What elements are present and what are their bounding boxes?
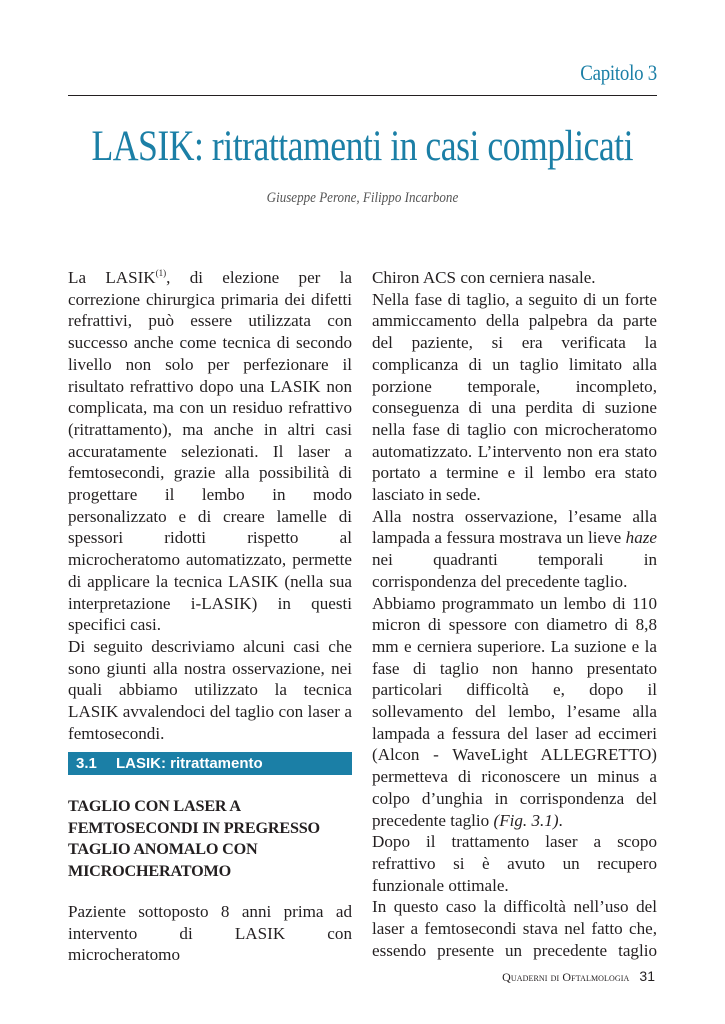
paragraph-programmed-flap	[372, 593, 657, 832]
case-subheading	[68, 796, 358, 883]
observation-text-start: Alla nostra osservazione, l’esame alla lampada a fessura mostrava un lieve	[372, 506, 657, 548]
paragraph-chiron: Chiron ACS con cerniera nasale.	[372, 268, 596, 287]
journal-name: Quaderni di Oftalmologia	[502, 970, 630, 984]
flap-text: Abbiamo programmato un lembo di 110 micron di spessore con diametro di 8,8 mm e cerniera superiore. La suzione e la fase di taglio non hanno presentato particolari difficoltà e, dopo il sollevamento del lembo, l’esame alla lampada a fessura del laser ad eccimeri (Alcon - WaveLight ALLEGRETTO) permetteva di riconoscere un minus a colpo d’unghia in corrispondenza del precedente taglio	[372, 593, 657, 830]
page-title	[0, 122, 725, 171]
authors-text: Giuseppe Perone, Filippo Incarbone	[266, 190, 459, 206]
page-number: 31	[639, 968, 655, 984]
authors	[0, 190, 725, 207]
subheading-line-1: TAGLIO CON LASER A	[68, 797, 241, 815]
flap-text-end: .	[558, 810, 563, 830]
subheading-line-2: FEMTOSECONDI IN PREGRESSO	[68, 818, 320, 837]
page-footer	[502, 968, 655, 985]
paragraph-difficulty: In questo caso la difficoltà nell’uso del laser a femtosecondi stava nel fatto che, essendo presente un precedente taglio	[372, 897, 657, 960]
intro-text-rest: , di elezione per la correzione chirurgica primaria dei difetti refrattivi, può essere utilizzata con successo anche come tecnica di secondo livello non solo per perfezionare il risultato refrattivo dopo una LASIK non complicata, ma con un residuo refrattivo (ritrattamento), ma anche in altri casi accuratamente selezionati. Il laser a femtosecondi, grazie alla possibilità di progettare il lembo in modo personalizzato e di creare lamelle di spessori ridotti rispetto al microcheratomo automatizzato, permette di applicare la tecnica LASIK (nella sua interpretazione i-LASIK) in questi specifici casi.	[68, 268, 352, 635]
left-column-case	[68, 901, 352, 966]
page-title-text: LASIK: ritrattamenti in casi complicati	[91, 123, 634, 170]
right-column	[372, 267, 657, 962]
paragraph-patient: Paziente sottoposto 8 anni prima ad intervento di LASIK con microcheratomo	[68, 902, 352, 965]
observation-text-end: nei quadranti temporali in corrispondenza del precedente taglio.	[372, 550, 657, 591]
subheading-line-4: MICROCHERATOMO	[68, 862, 231, 881]
section-heading	[68, 752, 352, 775]
paragraph-cases: Di seguito descriviamo alcuni casi che sono giunti alla nostra osservazione, nei quali abbiamo utilizzato la tecnica LASIK avvalendoci del taglio con laser a femtosecondi.	[68, 636, 352, 743]
section-number: 3.1	[76, 755, 97, 772]
haze-term: haze	[625, 528, 657, 548]
reference-marker[interactable]: (1)	[155, 268, 167, 278]
intro-text-start: La LASIK	[68, 268, 156, 287]
paragraph-observation	[372, 506, 657, 593]
figure-reference[interactable]: (Fig. 3.1)	[493, 810, 559, 830]
subheading-line-3: TAGLIO ANOMALO CON	[68, 840, 258, 859]
section-title: LASIK: ritrattamento	[116, 755, 263, 772]
paragraph-cut-phase: Nella fase di taglio, a seguito di un forte ammiccamento della palpebra da parte del paziente, si era verificata la complicanza di un taglio limitato alla porzione temporale, incompleto, conseguenza di una perdita di suzione nella fase di taglio con microcheratomo automatizzato. L’intervento non era stato portato a termine e il lembo era stato lasciato in sede.	[372, 289, 657, 505]
header-rule	[68, 95, 657, 96]
chapter-label: Capitolo 3	[580, 60, 657, 85]
paragraph-recovery: Dopo il trattamento laser a scopo refrattivo si è avuto un recupero funzionale ottimale.	[372, 832, 657, 895]
intro-paragraph	[68, 267, 352, 636]
left-column	[68, 267, 352, 744]
